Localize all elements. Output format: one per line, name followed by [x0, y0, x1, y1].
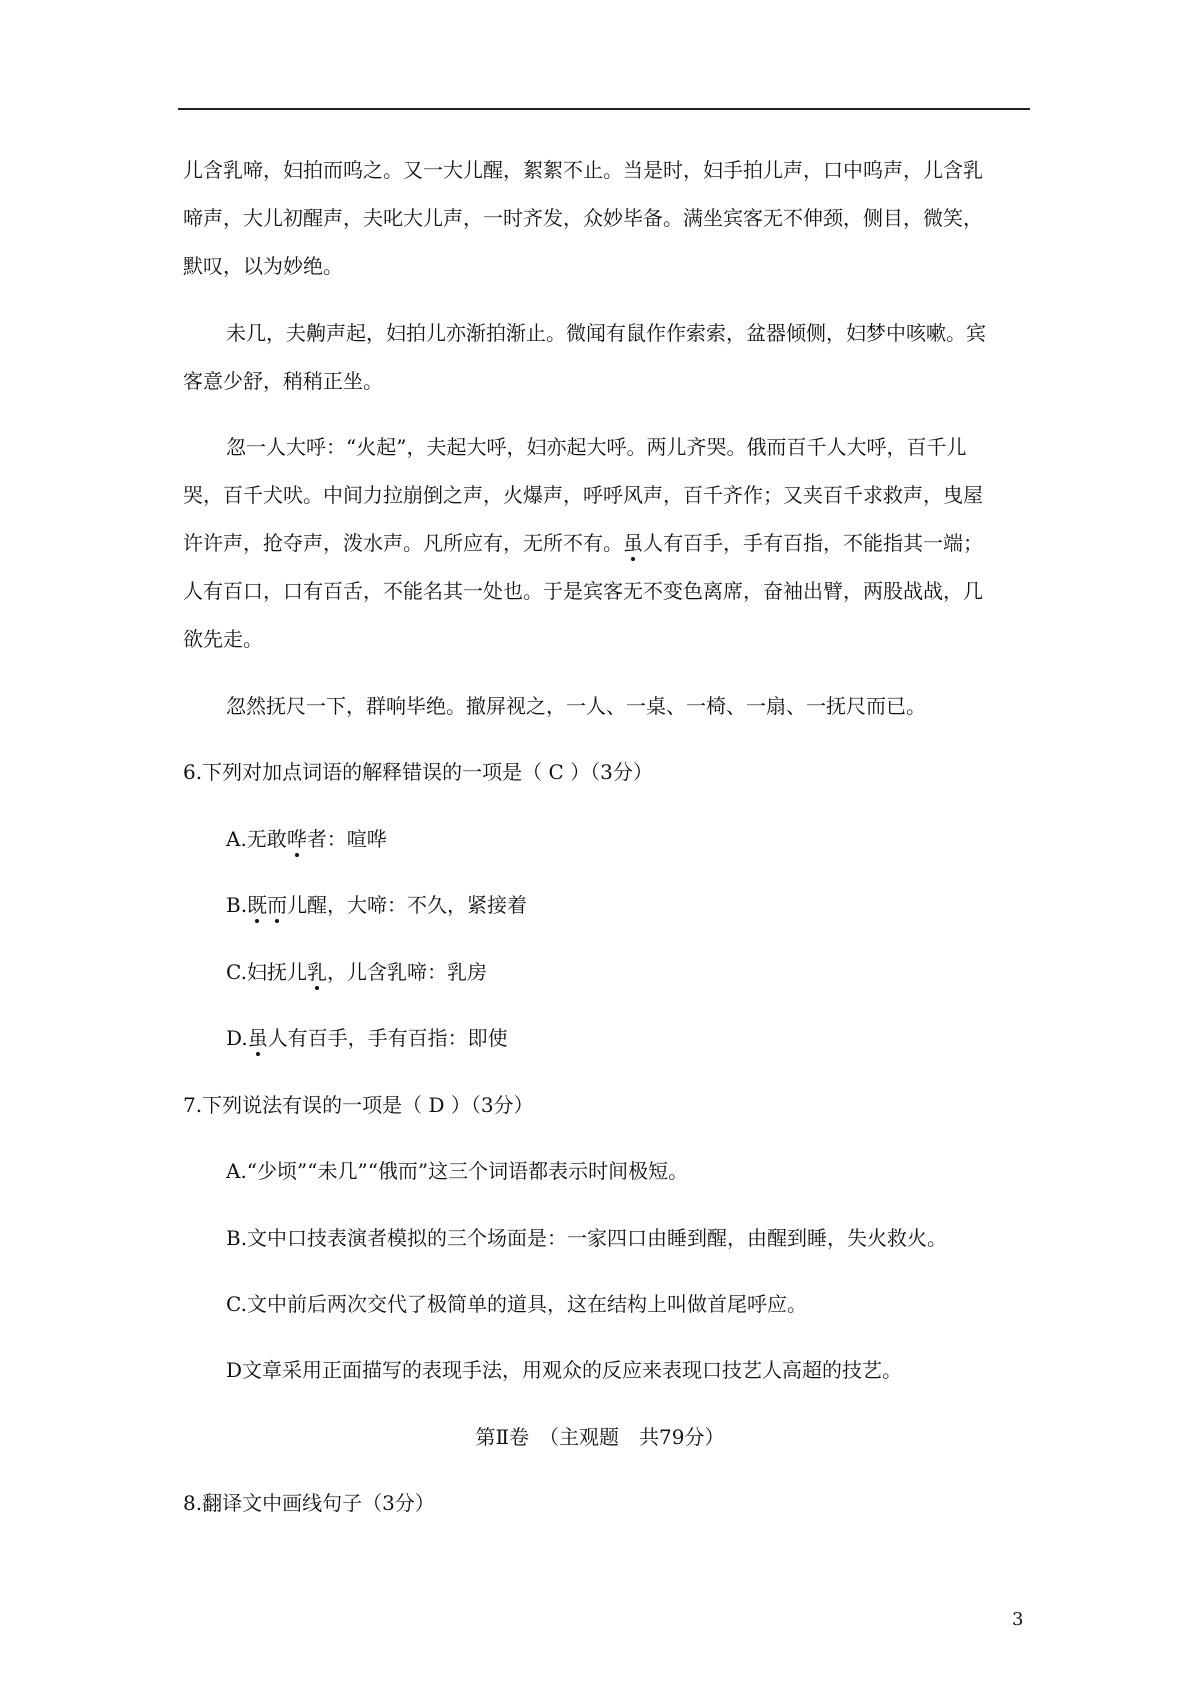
emphasis-dot-word: 而 [267, 893, 288, 917]
question-6-option-b [226, 890, 527, 920]
text-segment: B. [226, 893, 248, 917]
text-segment: C.妇抚儿 [226, 960, 307, 984]
passage-line: 儿含乳啼，妇拍而呜之。又一大儿醒，絮絮不止。当是时，妇手拍儿声，口中呜声，儿含乳 [183, 158, 983, 182]
text-segment: D. [226, 1026, 248, 1050]
passage-line [183, 528, 983, 558]
page-number: 3 [1012, 1609, 1024, 1630]
text-segment: ，儿含乳啼：乳房 [326, 960, 487, 984]
passage-line: 欲先走。 [183, 627, 263, 651]
section-heading: 第Ⅱ卷 （主观题 共79分） [475, 1425, 725, 1449]
passage-line: 忽然抚尺一下，群响毕绝。撤屏视之，一人、一桌、一椅、一扇、一抚尺而已。 [226, 694, 926, 718]
passage-line: 默叹，以为妙绝。 [183, 254, 343, 278]
question-6-option-d [226, 1023, 508, 1053]
text-segment: 人有百手，手有百指：即使 [267, 1026, 508, 1050]
passage-line: 忽一人大呼：“火起”，夫起大呼，妇亦起大呼。两儿齐哭。俄而百千人大呼，百千儿 [226, 435, 967, 459]
passage-line: 哭，百千犬吠。中间力拉崩倒之声，火爆声，呼呼风声，百千齐作；又夹百千求救声，曳屋 [183, 483, 983, 507]
header-rule [178, 108, 1030, 110]
question-6-stem: 6.下列对加点词语的解释错误的一项是（ C ）（3分） [183, 760, 653, 784]
question-6-option-a [226, 824, 387, 854]
text-segment: 者：喧哗 [306, 827, 387, 851]
emphasis-dot-word: 虽 [247, 1026, 268, 1050]
passage-line: 客意少舒，稍稍正坐。 [183, 369, 383, 393]
text-segment: 人有百手，手有百指，不能指其一端； [643, 531, 983, 555]
passage-line: 未几，夫齁声起，妇拍儿亦渐拍渐止。微闻有鼠作作索索，盆器倾侧，妇梦中咳嗽。宾 [226, 321, 986, 345]
question-8-stem: 8.翻译文中画线句子（3分） [183, 1491, 435, 1515]
text-segment: 儿醒，大啼：不久，紧接着 [287, 893, 528, 917]
question-7-option-c: C.文中前后两次交代了极简单的道具，这在结构上叫做首尾呼应。 [226, 1292, 807, 1316]
question-7-option-d: D文章采用正面描写的表现手法，用观众的反应来表现口技艺人高超的技艺。 [226, 1358, 903, 1382]
passage-line: 人有百口，口有百舌，不能名其一处也。于是宾客无不变色离席，奋袖出臂，两股战战，几 [183, 579, 983, 603]
question-6-option-c [226, 957, 487, 987]
question-7-option-a: A.“少顷”“未几”“俄而”这三个词语都表示时间极短。 [226, 1159, 689, 1183]
text-segment: 许许声，抢夺声，泼水声。凡所应有，无所不有。 [183, 531, 623, 555]
emphasis-dot-word: 既 [247, 893, 268, 917]
passage-line: 啼声，大儿初醒声，夫叱大儿声，一时齐发，众妙毕备。满坐宾客无不伸颈，侧目，微笑， [183, 206, 983, 230]
question-7-option-b: B.文中口技表演者模拟的三个场面是：一家四口由睡到醒，由醒到睡，失火救火。 [226, 1226, 948, 1250]
question-7-stem: 7.下列说法有误的一项是（ D ）（3分） [183, 1093, 534, 1117]
emphasis-dot-word: 虽 [623, 531, 643, 555]
emphasis-dot-word: 乳 [306, 960, 327, 984]
emphasis-dot-word: 哗 [286, 827, 307, 851]
text-segment: A.无敢 [226, 827, 287, 851]
